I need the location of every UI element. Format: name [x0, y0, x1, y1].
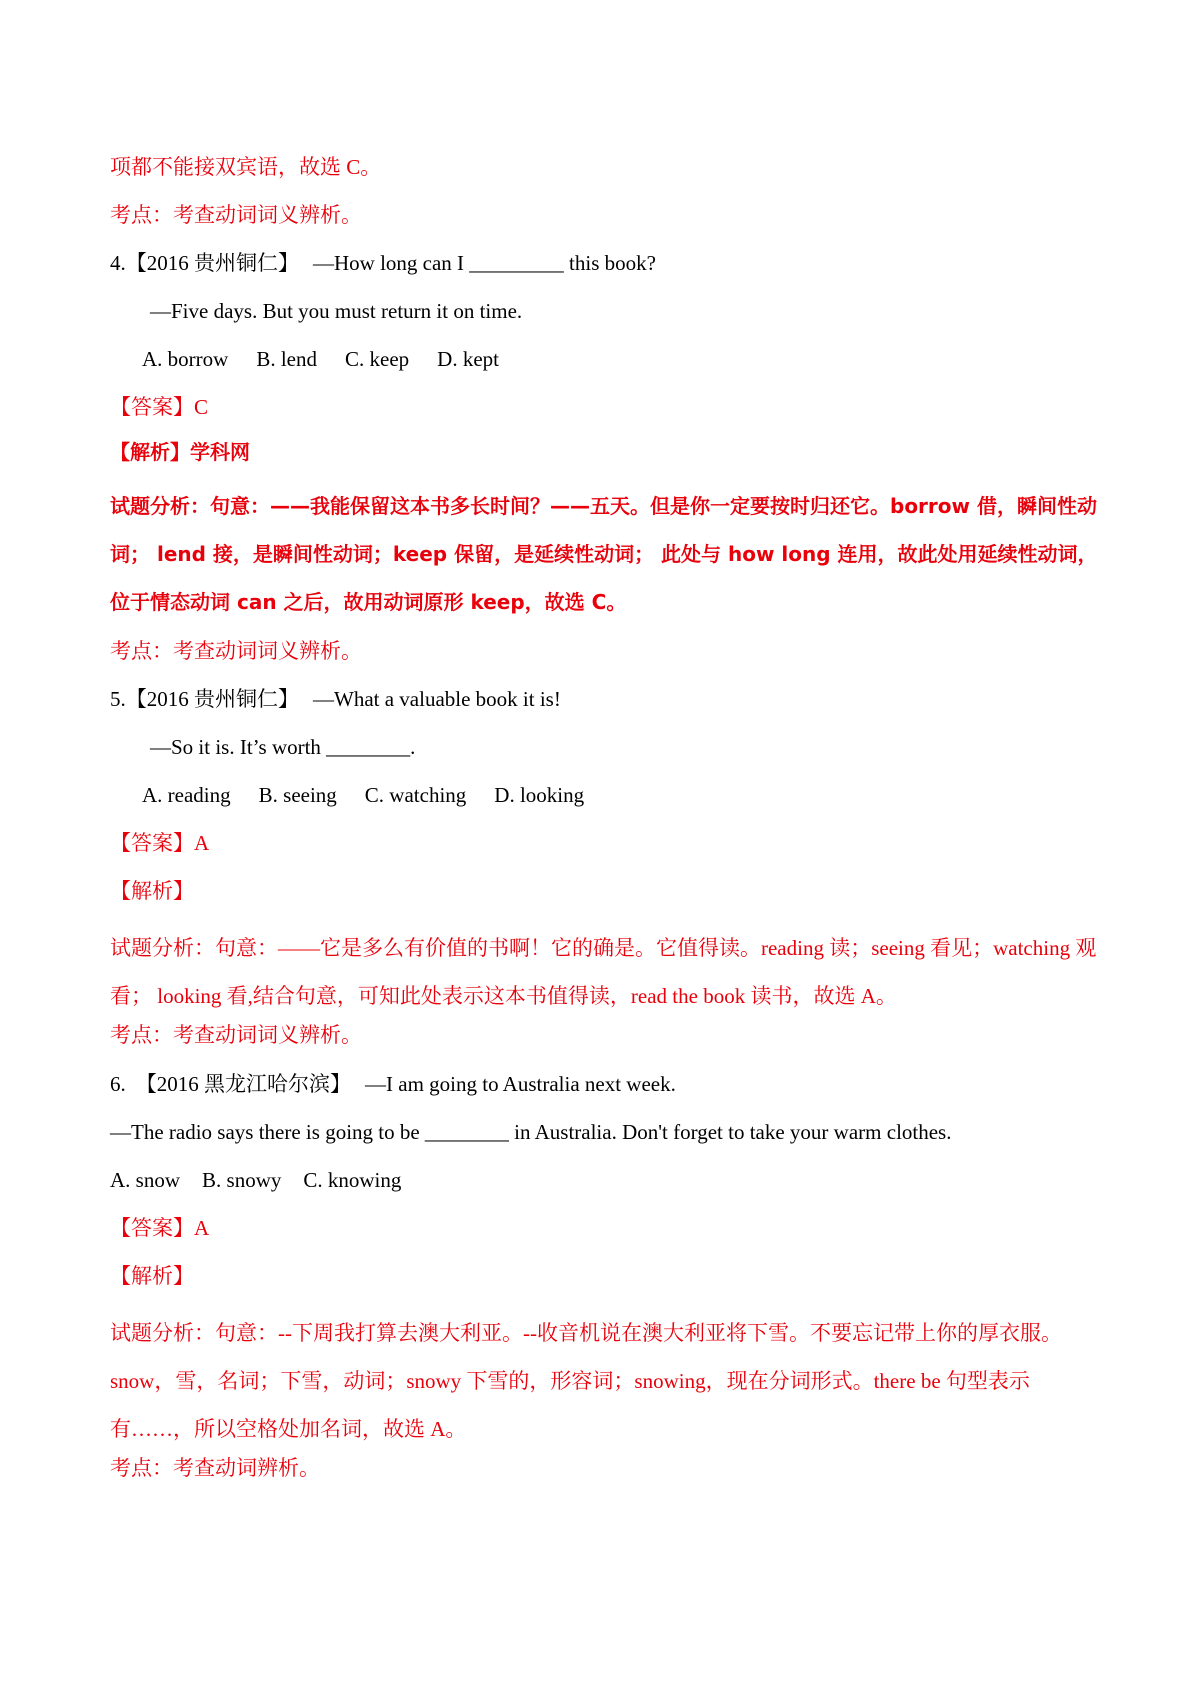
continued-explanation: 项都不能接双宾语，故选 C。	[110, 155, 382, 179]
question-5-options	[142, 780, 584, 810]
question-number: 4.	[110, 251, 126, 275]
question-4-kaodian: 考点：考查动词词义辨析。	[110, 639, 362, 663]
question-4-answer: 【答案】C	[110, 395, 209, 419]
question-6-stem	[110, 1069, 676, 1099]
question-4-reply: —Five days. But you must return it on time.	[150, 299, 523, 323]
question-source: 【2016 贵州铜仁】	[125, 251, 299, 275]
kaodian-prev: 考点：考查动词词义辨析。	[110, 203, 362, 227]
question-6-options	[110, 1165, 423, 1195]
question-6-reply: —The radio says there is going to be ________ in Australia. Don't forget to take your warm clothes.	[110, 1120, 952, 1144]
question-5-stem	[110, 684, 561, 714]
option-d: D. kept	[437, 347, 499, 371]
option-c: C. knowing	[303, 1168, 402, 1192]
question-number: 6.	[110, 1072, 126, 1096]
question-4-jiexi: 【解析】学科网	[110, 440, 250, 464]
option-b: B. seeing	[258, 783, 337, 807]
question-5-analysis: 试题分析：句意：——它是多么有价值的书啊！它的确是。它值得读。reading 读；seeing 看见；watching 观看； looking 看,结合句意，可知此处表示这本书值得读，read the book 读书，故选 A。	[110, 936, 1097, 1008]
question-number: 5.	[110, 687, 126, 711]
option-b: B. lend	[256, 347, 317, 371]
question-6-kaodian: 考点：考查动词辨析。	[110, 1456, 320, 1480]
option-a: A. reading	[142, 783, 231, 807]
question-4-options	[142, 344, 499, 374]
question-5-kaodian: 考点：考查动词词义辨析。	[110, 1023, 362, 1047]
question-text: —How long can I _________ this book?	[313, 251, 656, 275]
option-a: A. borrow	[142, 347, 229, 371]
question-4-analysis: 试题分析：句意：——我能保留这本书多长时间？——五天。但是你一定要按时归还它。borrow 借，瞬间性动词； lend 接，是瞬间性动词；keep 保留，是延续性动词； 此处与 how long 连用，故此处用延续性动词，位于情态动词 can 之后，故用动词原形 keep，故选 C。	[110, 494, 1098, 614]
option-c: C. watching	[364, 783, 467, 807]
question-source: 【2016 黑龙江哈尔滨】	[135, 1072, 351, 1096]
question-4-stem	[110, 248, 656, 278]
option-c: C. keep	[345, 347, 410, 371]
question-6-answer: 【答案】A	[110, 1216, 210, 1240]
question-5-reply: —So it is. It’s worth ________.	[150, 735, 416, 759]
question-5-answer: 【答案】A	[110, 831, 210, 855]
question-source: 【2016 贵州铜仁】	[125, 687, 299, 711]
option-d: D. looking	[494, 783, 585, 807]
question-5-jiexi: 【解析】	[110, 879, 194, 903]
question-6-jiexi: 【解析】	[110, 1264, 194, 1288]
question-text: —I am going to Australia next week.	[365, 1072, 676, 1096]
option-b: B. snowy	[202, 1168, 282, 1192]
option-a: A. snow	[110, 1168, 181, 1192]
question-text: —What a valuable book it is!	[313, 687, 561, 711]
question-6-analysis: 试题分析：句意：--下周我打算去澳大利亚。--收音机说在澳大利亚将下雪。不要忘记带上你的厚衣服。snow，雪，名词；下雪，动词；snowy 下雪的，形容词；snowing，现在分词形式。there be 句型表示有……，所以空格处加名词，故选 A。	[110, 1321, 1062, 1441]
